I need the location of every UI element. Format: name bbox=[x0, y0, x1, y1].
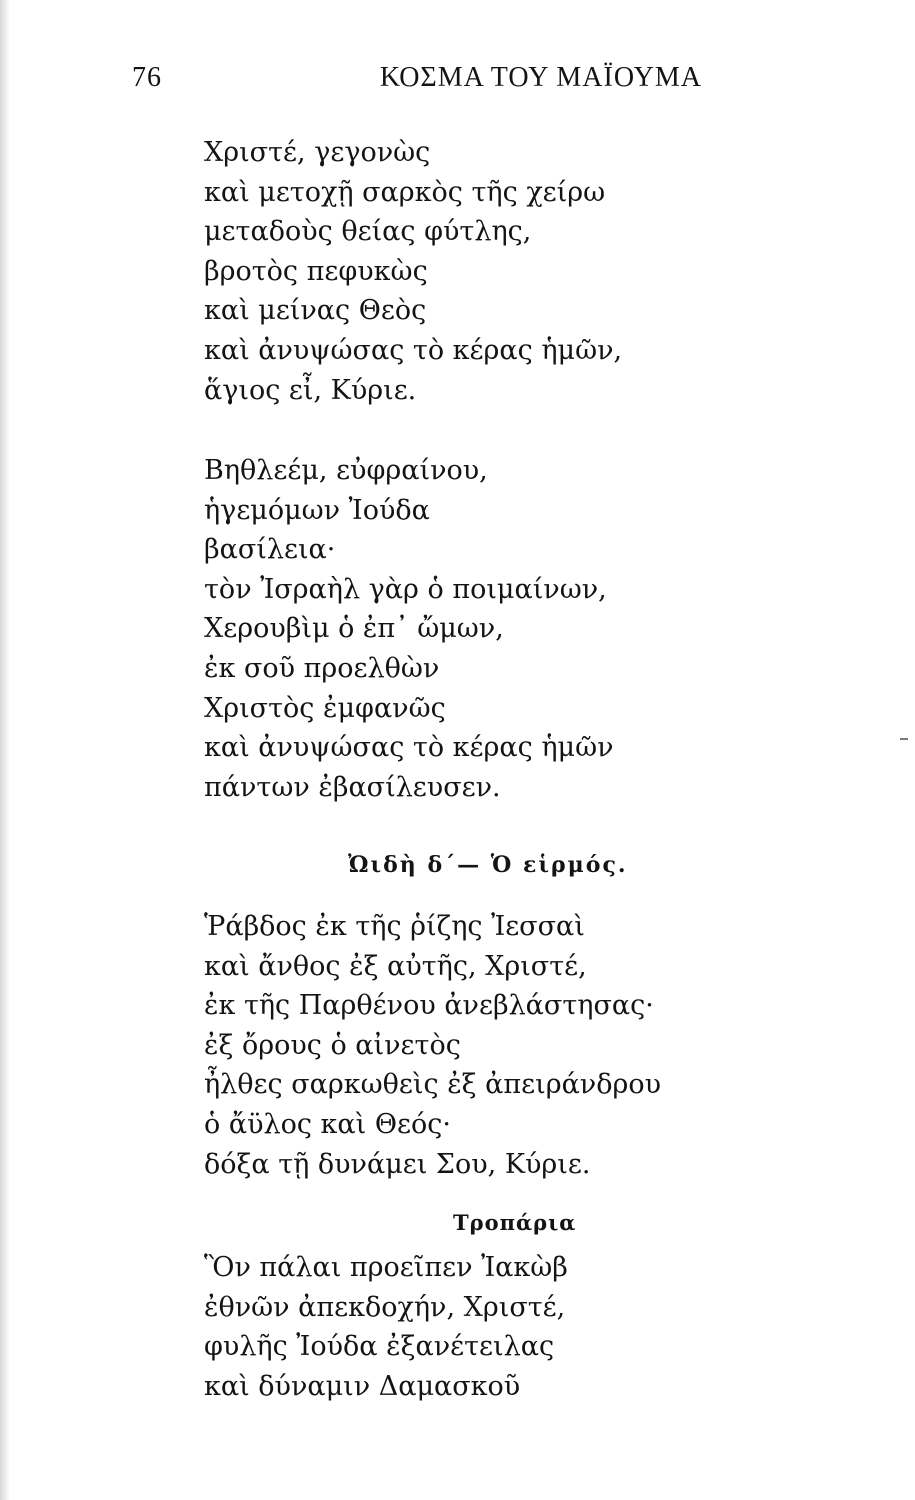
verse-line: ἦλθες σαρκωθεὶς ἐξ ἀπειράνδρου bbox=[204, 1069, 662, 1101]
verse-line: βροτὸς πεφυκὼς bbox=[204, 255, 428, 287]
page-number: 76 bbox=[132, 62, 162, 93]
verse-line: βασίλεια· bbox=[204, 534, 336, 566]
page-header bbox=[132, 62, 702, 102]
ode-heading: Ὠιδὴ δ΄— Ὁ εἱρμός. bbox=[348, 852, 628, 878]
verse-line: ἐξ ὄρους ὁ αἰνετὸς bbox=[204, 1029, 461, 1061]
margin-mark bbox=[900, 738, 908, 740]
verse-line: Βηθλεέμ, εὐφραίνου, bbox=[204, 455, 488, 486]
verse-line: πάντων ἐβασίλευσεν. bbox=[204, 771, 501, 803]
verse-line: Ῥάβδος ἐκ τῆς ῥίζης Ἰεσσαὶ bbox=[204, 911, 585, 942]
verse-line: ὁ ἄϋλος καὶ Θεός· bbox=[204, 1108, 451, 1140]
verse-line: τὸν Ἰσραὴλ γὰρ ὁ ποιμαίνων, bbox=[204, 573, 607, 605]
verse-line: μεταδοὺς θείας φύτλης, bbox=[204, 216, 532, 248]
verse-line: ἐθνῶν ἀπεκδοχήν, Χριστέ, bbox=[204, 1291, 566, 1323]
verse-line: Χριστὸς ἐμφανῶς bbox=[204, 692, 446, 724]
stanza-3-heirmos bbox=[204, 907, 704, 1184]
verse-line: Ὃν πάλαι προεῖπεν Ἰακὼβ bbox=[204, 1252, 568, 1283]
verse-line: καὶ δύναμιν Δαμασκοῦ bbox=[204, 1370, 521, 1402]
verse-line: ἡγεμόμων Ἰούδα bbox=[204, 494, 430, 526]
stanza-4-troparia bbox=[204, 1248, 704, 1406]
troparia-heading: Τροπάρια bbox=[453, 1210, 577, 1235]
verse-line: ἅγιος εἶ, Κύριε. bbox=[204, 374, 417, 406]
verse-line: καὶ μείνας Θεὸς bbox=[204, 295, 427, 327]
verse-line: καὶ ἀνυψώσας τὸ κέρας ἡμῶν bbox=[204, 732, 614, 764]
verse-line: Χερουβὶμ ὁ ἐπ᾽ ὤμων, bbox=[204, 613, 504, 645]
stanza-2 bbox=[204, 451, 704, 807]
verse-line: φυλῆς Ἰούδα ἐξανέτειλας bbox=[204, 1331, 555, 1363]
verse-line: ἐκ τῆς Παρθένου ἀνεβλάστησας· bbox=[204, 990, 654, 1022]
verse-line: καὶ ἀνυψώσας τὸ κέρας ἡμῶν, bbox=[204, 334, 623, 366]
verse-line: Χριστέ, γεγονὼς bbox=[204, 137, 431, 168]
page-edge-shadow bbox=[0, 0, 10, 1500]
stanza-1 bbox=[204, 133, 704, 410]
verse-line: καὶ μετοχῇ σαρκὸς τῆς χείρω bbox=[204, 176, 606, 208]
running-title: ΚΟΣΜΑ ΤΟΥ ΜΑΪΟΥΜΑ bbox=[379, 62, 702, 93]
verse-line: δόξα τῇ δυνάμει Σου, Κύριε. bbox=[204, 1148, 591, 1180]
verse-line: καὶ ἄνθος ἐξ αὐτῆς, Χριστέ, bbox=[204, 950, 587, 982]
verse-line: ἐκ σοῦ προελθὼν bbox=[204, 652, 440, 684]
